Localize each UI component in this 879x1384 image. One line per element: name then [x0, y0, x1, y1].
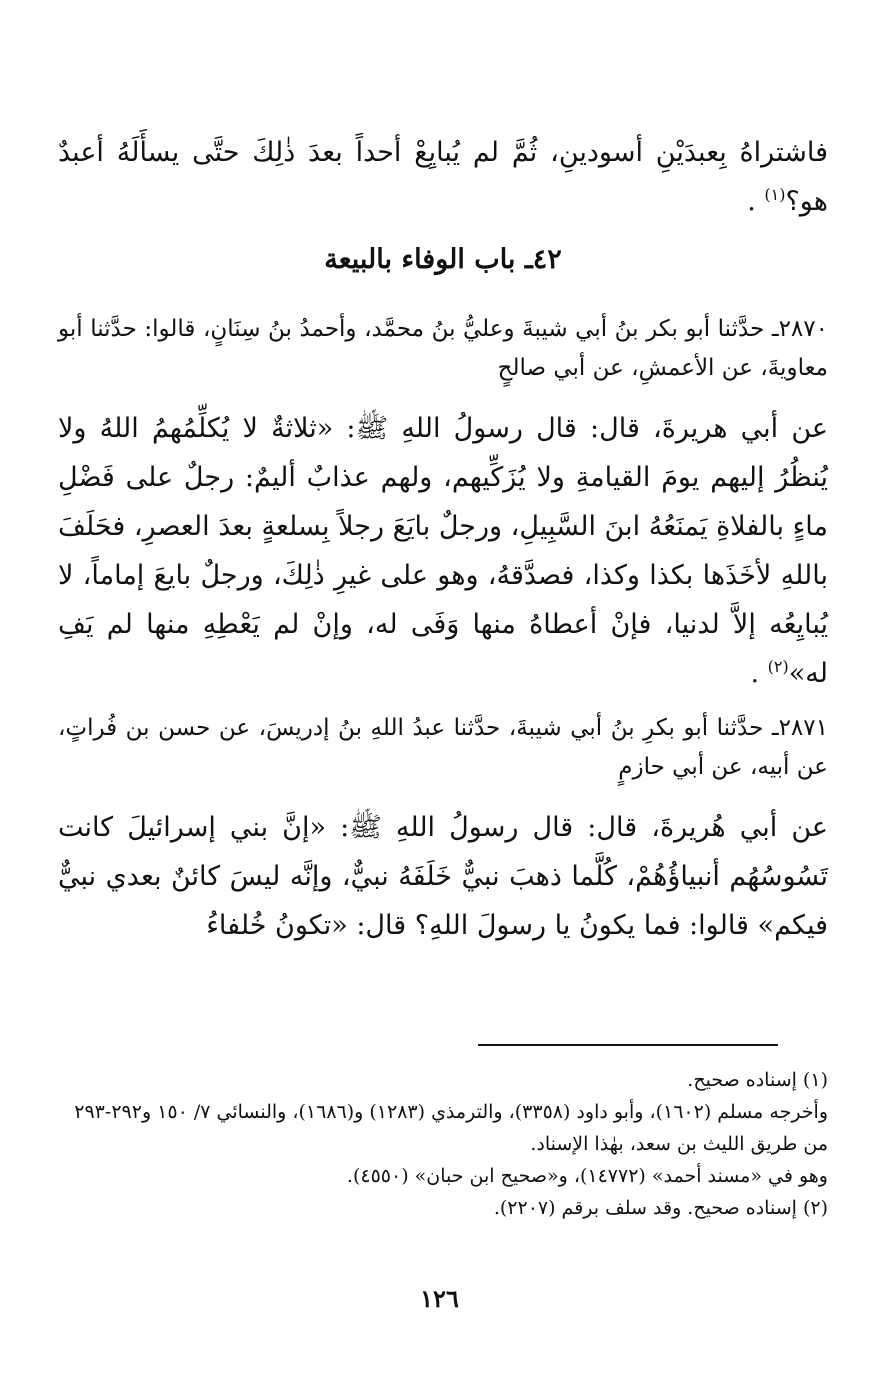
hadith-2870-sanad: ٢٨٧٠ـ حدَّثنا أبو بكر بنُ أبي شيبةَ وعليُّ بنُ محمَّد، وأحمدُ بنُ سِنَانٍ، قالوا: حدَّثنا أبو معاويةَ، عن الأعمشِ، عن أبي صالحٍ — [58, 316, 828, 381]
footnote-ref-2: (٢) — [767, 657, 789, 676]
footnote-line: (٢) إسناده صحيح. وقد سلف برقم (٢٢٠٧). — [493, 1197, 828, 1219]
hadith-2871-sanad: ٢٨٧١ـ حدَّثنا أبو بكرِ بنُ أبي شيبةَ، حدَّثنا عبدُ اللهِ بنُ إدريسَ، عن حسن بن فُراتٍ، عن أبيه، عن أبي حازمٍ — [58, 715, 828, 780]
footnote-line: (١) إسناده صحيح. — [687, 1069, 828, 1091]
footnote-ref-1: (١) — [764, 185, 786, 204]
hadith-2870-matn-text: عن أبي هريرةَ، قال: قال رسولُ اللهِ ﷺ: «ثلاثةٌ لا يُكلِّمُهمُ اللهُ ولا يُنظُرُ إليهم يومَ القيامةِ ولا يُزَكِّيهم، ولهم عذابٌ أليمٌ: رجلٌ على فَضْلِ ماءٍ بالفلاةِ يَمنَعُهُ ابنَ السَّبِيلِ، ورجلٌ بايَعَ رجلاً بِسلعةٍ بعدَ العصرِ، فحَلَفَ باللهِ لأخَذَها بكذا وكذا، فصدَّقهُ، وهو على غيرِ ذٰلِكَ، ورجلٌ بايعَ إماماً، لا يُبايِعُه إلاَّ لدنيا، فإنْ أعطاهُ منها وَفَى له، وإنْ لم يَعْطِهِ منها لم يَفِ له» — [58, 413, 828, 689]
hadith-2871-matn: عن أبي هُريرةَ، قال: قال رسولُ اللهِ ﷺ: «إنَّ بني إسرائيلَ كانت تَسُوسُهُم أنبياؤُهُمْ، كُلَّما ذهبَ نبيٌّ خَلَفَهُ نبيٌّ، وإنَّه ليسَ كائنٌ بعدي نبيٌّ فيكم» قالوا: فما يكونُ يا رسولَ اللهِ؟ قال: «تكونُ خُلفاءُ — [58, 812, 828, 941]
intro-end: . — [747, 186, 756, 217]
footnotes — [58, 1064, 828, 1224]
hadith-2870-end: . — [750, 658, 760, 689]
page-number: ١٢٦ — [420, 1284, 459, 1313]
hadith-2870-matn — [58, 404, 828, 698]
page-body — [58, 128, 828, 961]
footnote-divider — [478, 1044, 778, 1046]
chapter-heading: ٤٢ـ باب الوفاء بالبيعة — [324, 244, 562, 275]
footnote-line: وهو في «مسند أحمد» (١٤٧٧٢)، و«صحيح ابن حبان» (٤٥٥٠). — [346, 1165, 828, 1187]
intro-text: فاشتراهُ بِعبدَيْنِ أسودينِ، ثُمَّ لم يُبايِعْ أحداً بعدَ ذٰلِكَ حتَّى يسأَلَهُ أعبدٌ هو؟ — [58, 137, 828, 217]
intro-paragraph — [58, 128, 828, 226]
footnote-line: وأخرجه مسلم (١٦٠٢)، وأبو داود (٣٣٥٨)، والترمذي (١٢٨٣) و(١٦٨٦)، والنسائي ٧/ ١٥٠ و٢٩٢-٢٩٣ من طريق الليث بن سعد، بهٰذا الإسناد. — [74, 1101, 828, 1155]
